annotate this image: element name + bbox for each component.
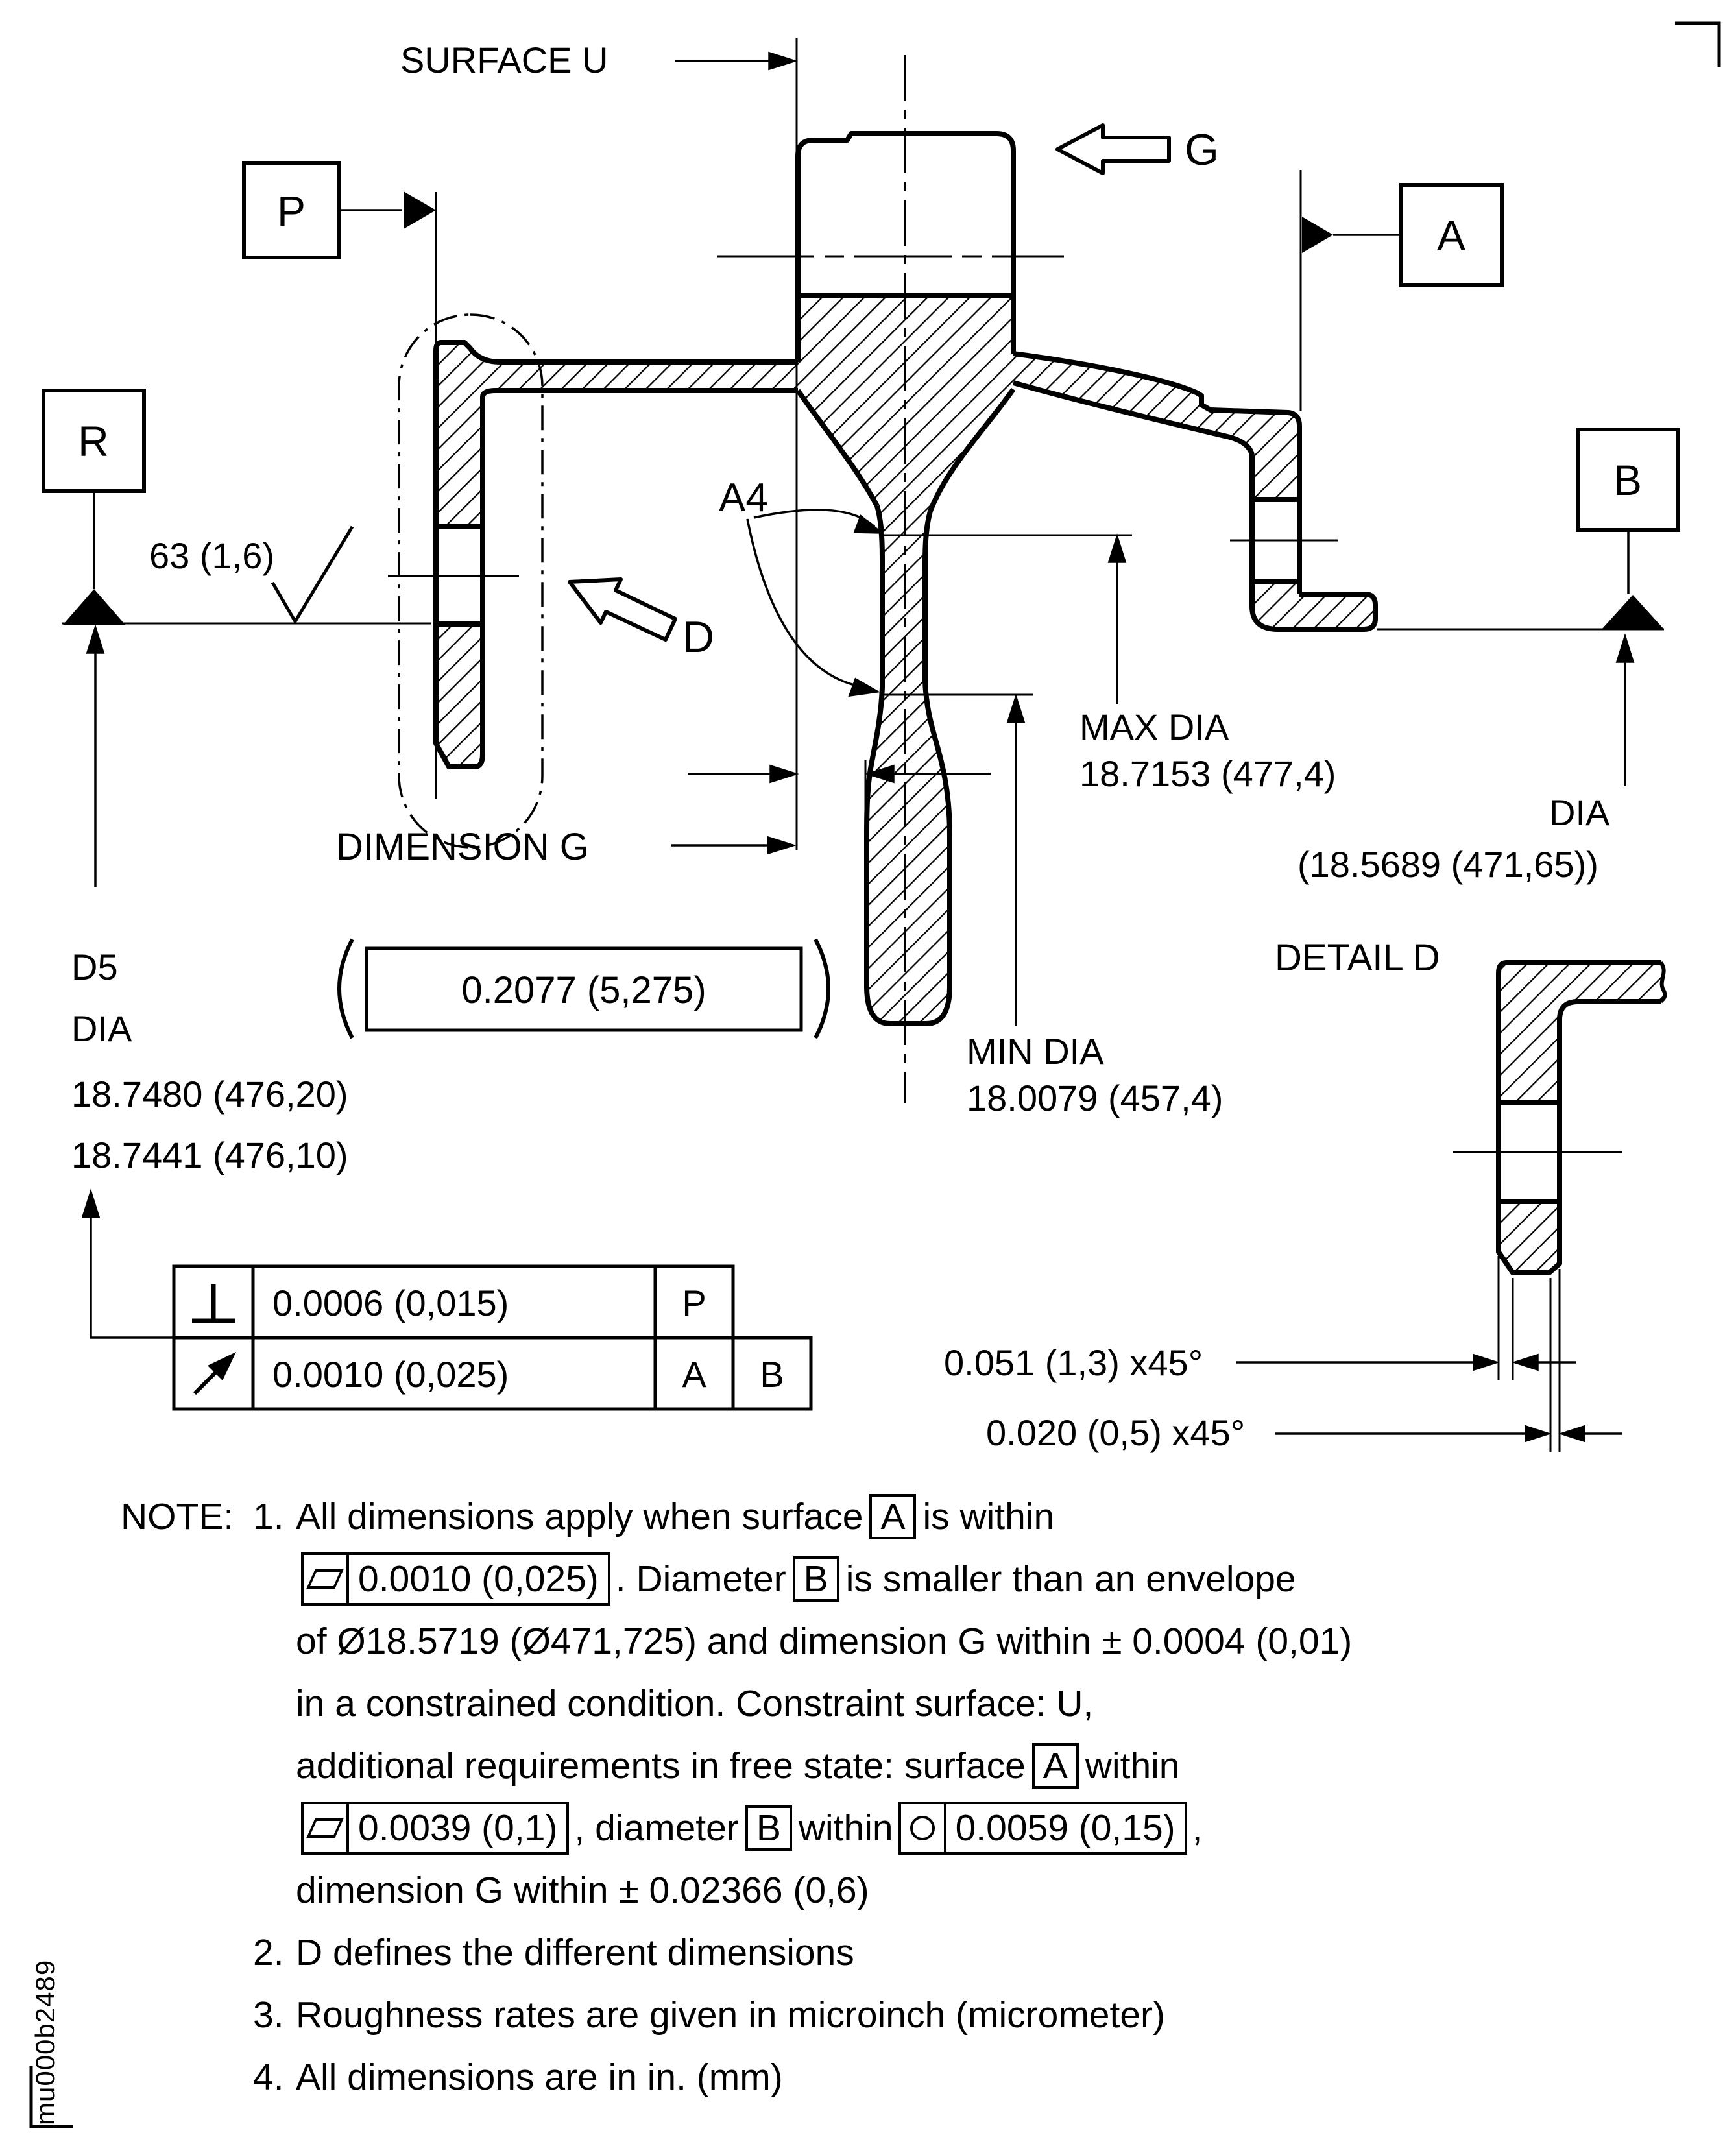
datum-r-label: R: [78, 417, 109, 465]
d-arrow-label: D: [682, 612, 715, 662]
flatness-icon: [306, 1818, 343, 1838]
note-line: dimension G within ± 0.02366 (0,6): [296, 1870, 869, 1911]
fcf-row1-value: 0.0006 (0,015): [272, 1283, 509, 1323]
arrowhead-icon: [1526, 1427, 1548, 1441]
drawing-labels: [71, 40, 1610, 1453]
arrowhead-icon: [1617, 637, 1633, 662]
arrowhead-icon: [850, 679, 877, 695]
d5-dia: DIA: [71, 1008, 132, 1049]
circular-runout-icon: [195, 1352, 236, 1393]
arrowhead-icon: [1562, 1427, 1584, 1441]
feature-control-frames: [174, 1266, 811, 1409]
d5-id: D5: [71, 946, 118, 987]
arrowhead-icon: [1515, 1355, 1537, 1369]
arrowhead-icon: [88, 628, 103, 653]
datum-reference-box: A: [1032, 1743, 1079, 1789]
arrowhead-icon: [1474, 1355, 1496, 1369]
note-line: in a constrained condition. Constraint surface: U,: [296, 1683, 1094, 1724]
dia-b-label: DIA: [1549, 792, 1610, 833]
note-line: 0.0010 (0,025) . Diameter B is smaller than an envelope: [121, 1548, 1710, 1610]
datum-r-triangle-icon: [63, 589, 125, 625]
circularity-icon: [910, 1816, 935, 1840]
arrowhead-icon: [83, 1192, 99, 1217]
fcf-row2-ref1: A: [682, 1354, 706, 1395]
d5-value1: 18.7480 (476,20): [71, 1074, 348, 1115]
note-line: NOTE: 1. All dimensions apply when surface A is within: [121, 1486, 1710, 1548]
note-line: 3. Roughness rates are given in microinch (micrometer): [253, 1994, 1166, 2036]
arrowhead-icon: [1109, 537, 1125, 562]
figure-id: mu000b2489: [30, 1959, 60, 2125]
part-cross-section-hatching: [436, 296, 1665, 1273]
surface-roughness-callout: [149, 527, 352, 621]
datum-b-triangle-icon: [1602, 595, 1664, 629]
min-dia-label: MIN DIA: [967, 1031, 1104, 1072]
g-arrow-label: G: [1185, 125, 1219, 175]
perpendicularity-icon: [192, 1284, 235, 1321]
dia-b-value: (18.5689 (471,65)): [1297, 844, 1598, 885]
d5-value2: 18.7441 (476,10): [71, 1135, 348, 1175]
note-line: of Ø18.5719 (Ø471,725) and dimension G within ± 0.0004 (0,01): [296, 1621, 1353, 1662]
extension-lines: [62, 38, 1664, 1452]
datum-reference-box: B: [793, 1556, 839, 1602]
datum-a-label: A: [1436, 211, 1466, 259]
note-line: additional requirements in free state: surface A within: [121, 1735, 1710, 1797]
fcf-row2-ref2: B: [760, 1354, 784, 1395]
arrowhead-icon: [769, 53, 794, 69]
datum-reference-box: A: [869, 1494, 916, 1539]
arrowhead-icon: [768, 838, 793, 853]
d-view-arrow-icon: [570, 579, 675, 640]
datum-a-triangle-icon: [1302, 217, 1333, 253]
min-dia-value: 18.0079 (457,4): [967, 1078, 1224, 1118]
roughness-value: 63 (1,6): [149, 535, 274, 576]
fcf-row2-value: 0.0010 (0,025): [272, 1354, 509, 1395]
flatness-icon: [306, 1569, 343, 1589]
a4-label: A4: [719, 476, 768, 520]
detail-d-label: DETAIL D: [1275, 937, 1440, 979]
dimension-g-value: 0.2077 (5,275): [461, 969, 706, 1011]
datum-reference-box: B: [745, 1805, 792, 1851]
chamfer-outer-value: 0.051 (1,3) x45°: [944, 1342, 1203, 1383]
fcf-row1-ref: P: [682, 1283, 706, 1323]
notes-block: [121, 1486, 1710, 2108]
max-dia-label: MAX DIA: [1079, 706, 1229, 747]
g-view-arrow-icon: [1057, 125, 1169, 173]
datum-b-label: B: [1613, 456, 1643, 504]
tolerance-frame: 0.0039 (0,1): [301, 1802, 569, 1855]
roughness-check-icon: [272, 527, 352, 621]
surface-u-label: SURFACE U: [400, 40, 609, 80]
datum-p-triangle-icon: [404, 191, 436, 229]
arrowhead-icon: [855, 516, 881, 533]
note-line: 2. D defines the different dimensions: [253, 1932, 854, 1973]
tolerance-frame: 0.0010 (0,025): [301, 1552, 610, 1606]
note-line: 0.0039 (0,1) , diameter B within 0.0059 (0,15) ,: [121, 1797, 1710, 1859]
max-dia-value: 18.7153 (477,4): [1079, 753, 1336, 794]
dimension-g-label: DIMENSION G: [336, 826, 589, 868]
arrowhead-icon: [1008, 697, 1024, 722]
tolerance-frame: 0.0059 (0,15): [898, 1802, 1187, 1855]
arrowhead-icon: [771, 766, 795, 782]
note-line: 4. All dimensions are in in. (mm): [253, 2056, 783, 2098]
chamfer-inner-value: 0.020 (0,5) x45°: [986, 1412, 1246, 1453]
datum-p-label: P: [276, 187, 306, 235]
